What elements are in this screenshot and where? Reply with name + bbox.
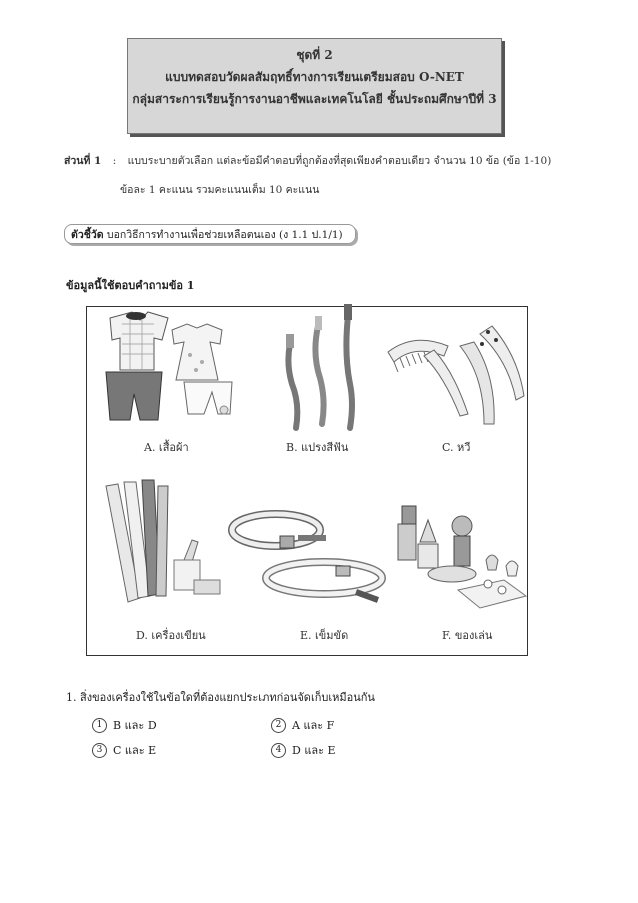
toys-icon (394, 500, 528, 612)
belt-icon (228, 508, 388, 608)
question-text: 1. สิ่งของเครื่องใช้ในข้อใดที่ต้องแยกประเภทก่อนจัดเก็บเหมือนกัน (66, 691, 375, 704)
data-label: ข้อมูลนี้ใช้ตอบคำถามข้อ 1 (66, 279, 195, 292)
option-number: 4 (271, 743, 286, 758)
option-number: 3 (92, 743, 107, 758)
section-instruction-text: แบบระบายตัวเลือก แต่ละข้อมีคำตอบที่ถูกต้องที่สุดเพียงคำตอบเดียว จำนวน 10 ข้อ (ข้อ 1-10) (127, 155, 552, 167)
option-number: 1 (92, 718, 107, 733)
section-scoring: ข้อละ 1 คะแนน รวมคะแนนเต็ม 10 คะแนน (120, 184, 320, 196)
indicator-box (64, 224, 356, 244)
option-4[interactable] (271, 741, 336, 759)
caption-f: F. ของเล่น (442, 629, 493, 642)
subject-title: กลุ่มสาระการเรียนรู้การงานอาชีพและเทคโนโลยี ชั้นประถมศึกษาปีที่ 3 (132, 92, 497, 106)
option-label: A และ F (292, 719, 335, 732)
option-3[interactable] (92, 741, 156, 759)
option-label: B และ D (113, 719, 157, 732)
option-number: 2 (271, 718, 286, 733)
comb-icon (384, 316, 524, 434)
option-label: C และ E (113, 744, 157, 757)
section-colon: : (112, 155, 117, 167)
caption-e: E. เข็มขัด (300, 629, 349, 642)
caption-c: C. หวี (442, 441, 471, 454)
option-2[interactable] (271, 716, 334, 734)
caption-b: B. แปรงสีฟัน (286, 441, 349, 454)
section-label: ส่วนที่ 1 (64, 155, 102, 167)
section-instruction (64, 152, 551, 169)
clothes-icon (92, 310, 242, 428)
option-1[interactable] (92, 716, 157, 734)
indicator-label: ตัวชี้วัด (71, 229, 104, 241)
toothbrush-icon (278, 304, 368, 432)
header-box (127, 38, 502, 134)
set-number: ชุดที่ 2 (296, 48, 333, 62)
indicator-text: บอกวิธีการทำงานเพื่อช่วยเหลือตนเอง (ง 1.1 ป.1/1) (106, 229, 343, 241)
stationery-icon (100, 478, 230, 608)
caption-d: D. เครื่องเขียน (136, 629, 206, 642)
test-title: แบบทดสอบวัดผลสัมฤทธิ์ทางการเรียนเตรียมสอบ O-NET (165, 70, 464, 84)
caption-a: A. เสื้อผ้า (144, 441, 189, 454)
option-label: D และ E (292, 744, 336, 757)
